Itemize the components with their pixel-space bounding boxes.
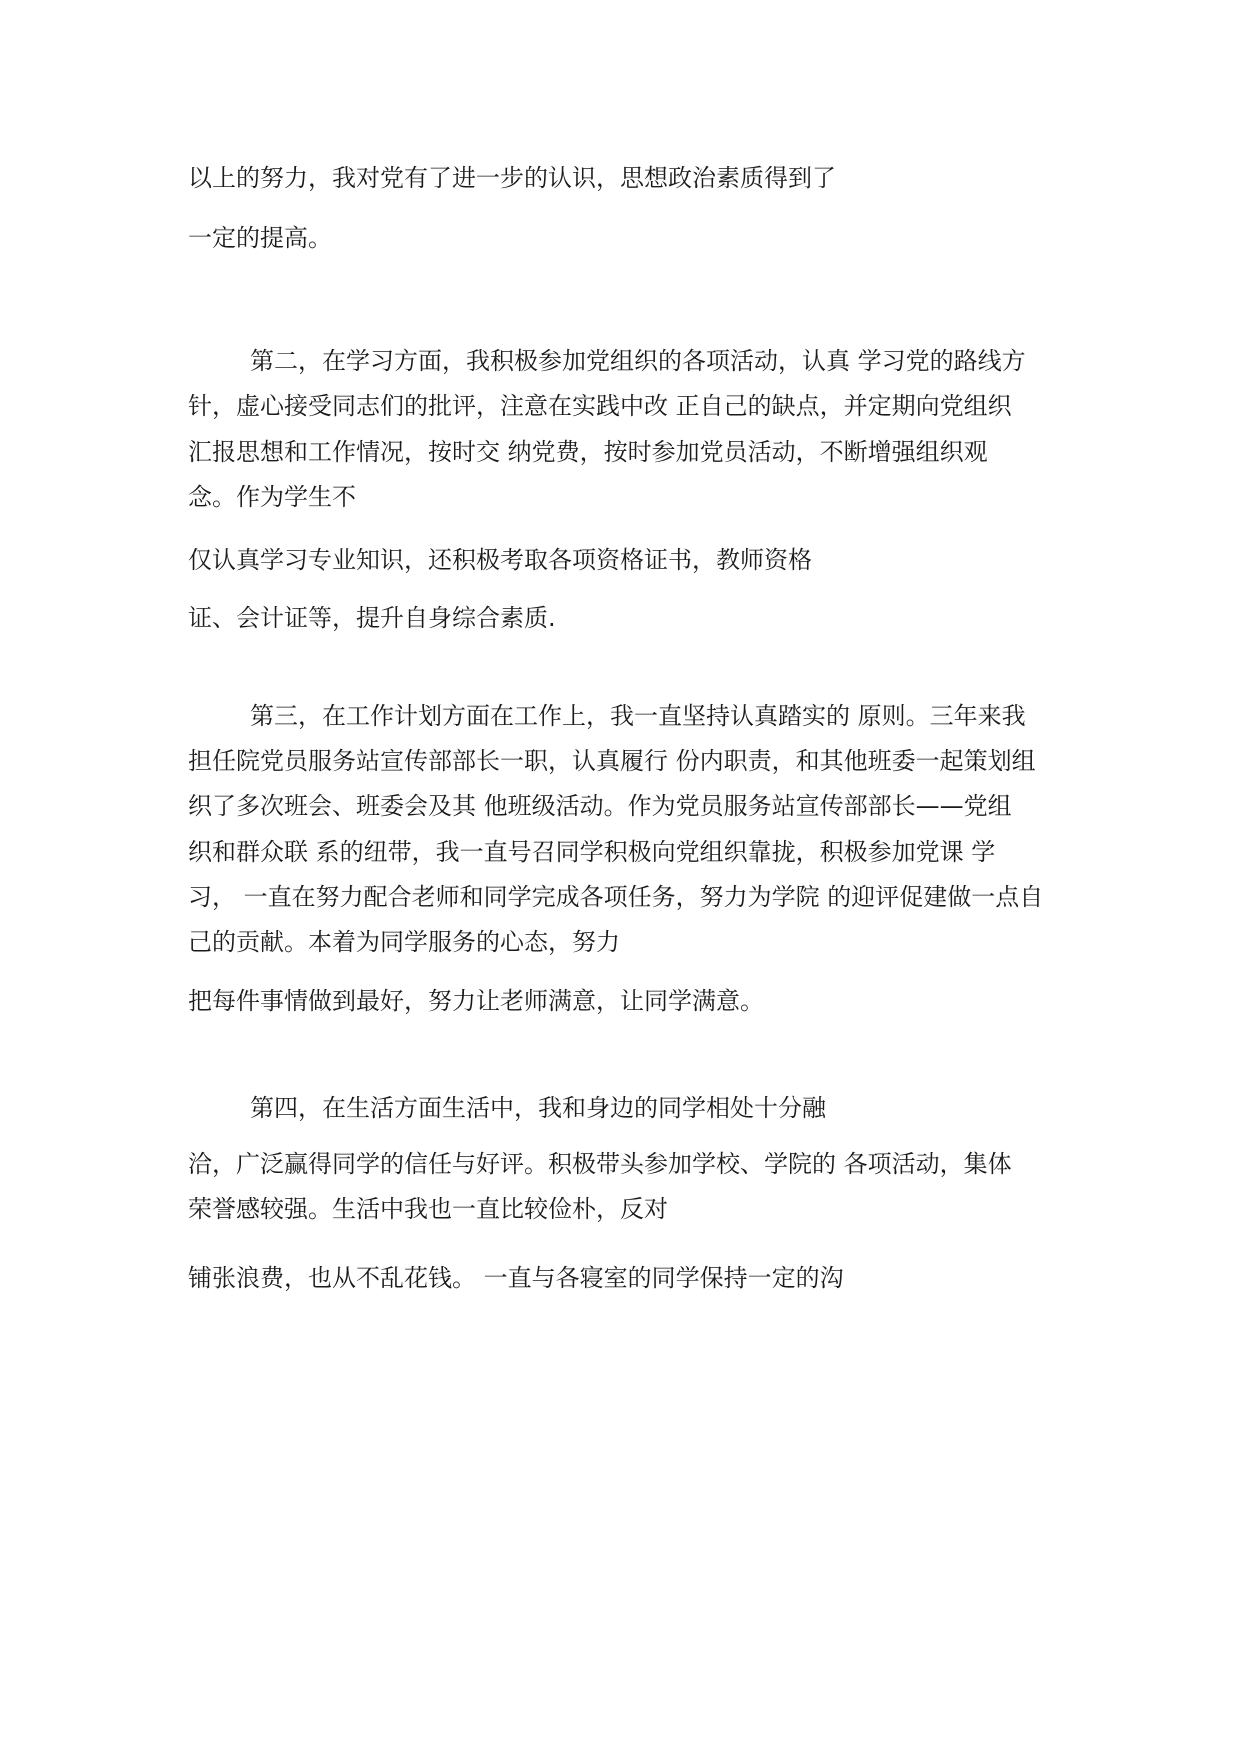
- paragraph-3-line: 织了多次班会、班委会及其 他班级活动。作为党员服务站宣传部部长——党组: [188, 792, 1012, 820]
- text-line: 一定的提高。: [188, 224, 332, 252]
- paragraph-2-line: 针，虚心接受同志们的批评，注意在实践中改 正自己的缺点，并定期向党组织: [188, 392, 1012, 420]
- paragraph-4-line: 洽，广泛赢得同学的信任与好评。积极带头参加学校、学院的 各项活动，集体: [188, 1150, 1012, 1178]
- paragraph-2-line: 第二，在学习方面，我积极参加党组织的各项活动，认真 学习党的路线方: [250, 347, 1026, 375]
- text-line: 以上的努力，我对党有了进一步的认识，思想政治素质得到了: [188, 164, 836, 192]
- paragraph-2-line: 念。作为学生不: [188, 483, 356, 511]
- paragraph-4-line: 第四，在生活方面生活中，我和身边的同学相处十分融: [250, 1094, 826, 1122]
- paragraph-2-line: 证、会计证等，提升自身综合素质.: [188, 604, 556, 632]
- paragraph-3-line: 己的贡献。本着为同学服务的心态，努力: [188, 928, 620, 956]
- paragraph-3-line: 把每件事情做到最好，努力让老师满意，让同学满意。: [188, 987, 764, 1015]
- paragraph-3-line: 习， 一直在努力配合老师和同学完成各项任务，努力为学院 的迎评促建做一点自: [188, 883, 1044, 911]
- paragraph-3-line: 担任院党员服务站宣传部部长一职，认真履行 份内职责，和其他班委一起策划组: [188, 747, 1036, 775]
- paragraph-4-line: 荣誉感较强。生活中我也一直比较俭朴，反对: [188, 1195, 668, 1223]
- paragraph-3-line: 第三，在工作计划方面在工作上，我一直坚持认真踏实的 原则。三年来我: [250, 702, 1026, 730]
- paragraph-2-line: 汇报思想和工作情况，按时交 纳党费，按时参加党员活动，不断增强组织观: [188, 438, 988, 466]
- paragraph-2-line: 仅认真学习专业知识，还积极考取各项资格证书，教师资格: [188, 546, 812, 574]
- paragraph-3-line: 织和群众联 系的纽带，我一直号召同学积极向党组织靠拢，积极参加党课 学: [188, 838, 996, 866]
- paragraph-4-line: 铺张浪费，也从不乱花钱。 一直与各寝室的同学保持一定的沟: [188, 1264, 844, 1292]
